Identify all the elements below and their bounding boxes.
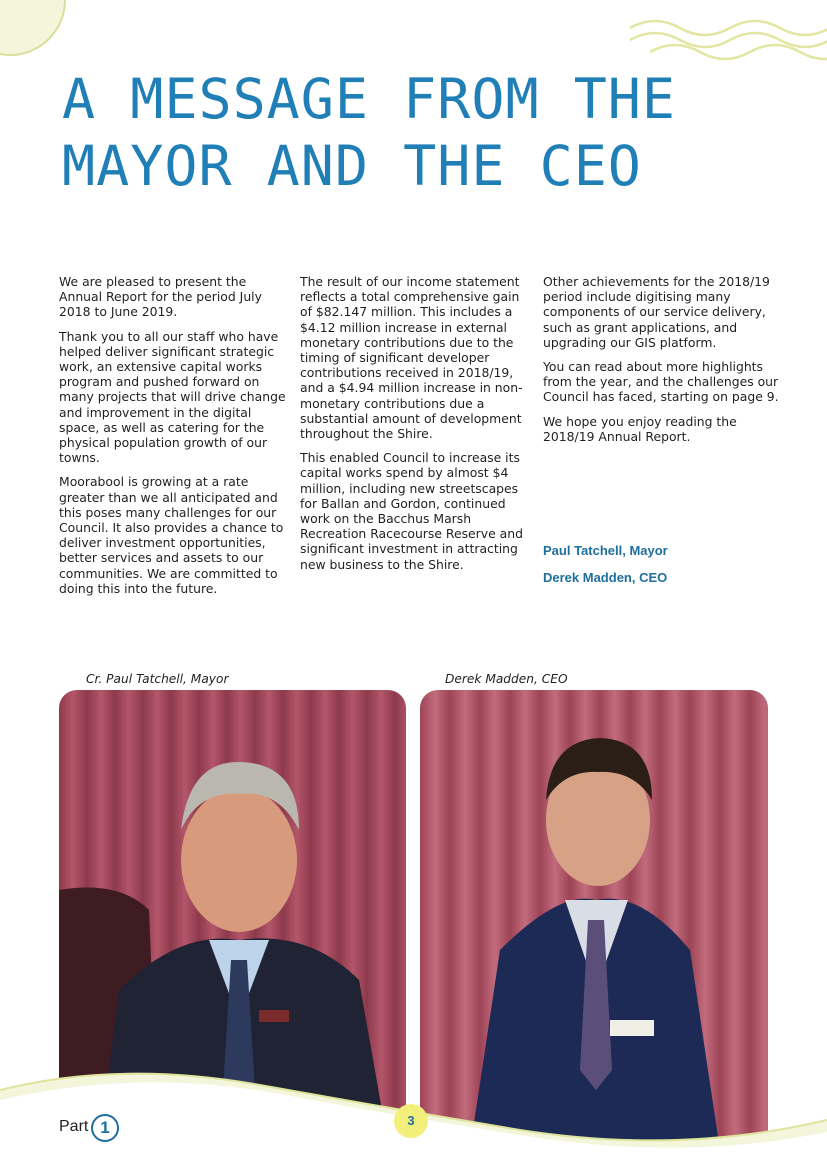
text-column-2 xyxy=(300,274,534,581)
signature-ceo: Derek Madden, CEO xyxy=(543,570,668,585)
caption-ceo: Derek Madden, CEO xyxy=(445,672,568,686)
title-line-2: MAYOR AND THE CEO xyxy=(62,134,642,198)
text-column-3 xyxy=(543,274,783,453)
paragraph: This enabled Council to increase its capital works spend by almost $4 million, including new streetscapes for Ballan and Gordon, continued work on the Bacchus Marsh Recreation Racecourse Reserve and significant investment in attracting new business to the Shire. xyxy=(300,450,523,572)
title-line-1: A MESSAGE FROM THE xyxy=(62,67,677,131)
page-title xyxy=(62,66,676,200)
signature-mayor: Paul Tatchell, Mayor xyxy=(543,543,668,558)
signature-block xyxy=(543,543,668,597)
part-number-badge: 1 xyxy=(91,1114,119,1142)
paragraph: The result of our income statement reflects a total comprehensive gain of $82.147 million. This includes a $4.12 million increase in external monetary contributions due to the timing of significant developer contributions received in 2018/19, and a $4.94 million increase in non-monetary contributions due a substantial amount of development throughout the Shire. xyxy=(300,274,523,442)
paragraph: We hope you enjoy reading the 2018/19 Annual Report. xyxy=(543,413,737,444)
caption-mayor: Cr. Paul Tatchell, Mayor xyxy=(86,672,229,686)
paragraph: Other achievements for the 2018/19 period include digitising many components of our service delivery, such as grant applications, and upgrading our GIS platform. xyxy=(543,274,770,350)
paragraph: We are pleased to present the Annual Report for the period July 2018 to June 2019. xyxy=(59,274,262,320)
paragraph: Moorabool is growing at a rate greater than we all anticipated and this poses many challenges for our Council. It also provides a chance to deliver investment opportunities, better services and assets to our communities. We are committed to doing this into the future. xyxy=(59,474,284,596)
paragraph: Thank you to all our staff who have helped deliver significant strategic work, an extensive capital works program and pushed forward on many projects that will drive change and improvement in the digital space, as well as catering for the physical population growth of our towns. xyxy=(59,328,286,466)
part-label: Part xyxy=(59,1118,89,1135)
paragraph: You can read about more highlights from the year, and the challenges our Council has faced, starting on page 9. xyxy=(543,359,779,405)
page-number: 3 xyxy=(394,1104,428,1138)
text-column-1 xyxy=(59,274,291,605)
